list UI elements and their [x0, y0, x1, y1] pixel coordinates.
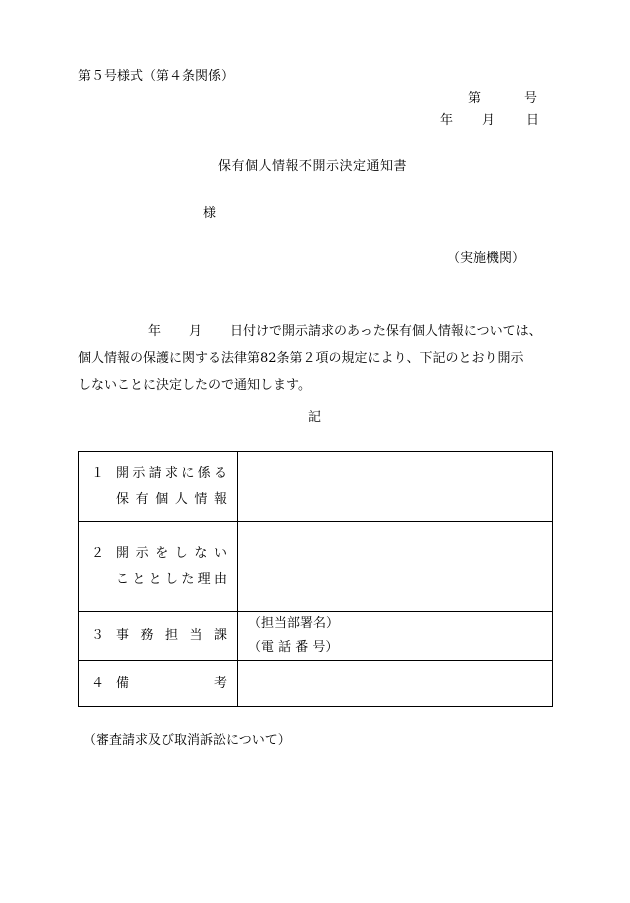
form-number: 第５号様式（第４条関係） — [78, 69, 235, 84]
document-title: 保有個人情報不開示決定通知書 — [218, 159, 408, 174]
value-contact — [238, 612, 553, 661]
table-row-reason — [79, 522, 553, 612]
row1-number: １ — [91, 465, 105, 481]
document-number — [468, 91, 538, 106]
doc-number-label-dai: 第 — [468, 91, 482, 106]
label-contact — [79, 612, 238, 661]
footer-note: （審査請求及び取消訴訟について） — [83, 733, 291, 748]
body-line1-text: 日付けで開示請求のあった保有個人情報については、 — [230, 324, 542, 339]
row1-label-line2: 保 有 個 人 情 報 — [116, 491, 227, 507]
row2-label-line2: こ と と し た 理 由 — [116, 571, 227, 587]
row2-number: ２ — [91, 545, 105, 561]
notice-body-line-3: しないことに決定したので通知します。 — [78, 378, 311, 393]
label-reason — [79, 522, 238, 612]
doc-number-label-go: 号 — [524, 91, 538, 106]
addressee: 様 — [203, 206, 217, 221]
table-row-target-info — [79, 452, 553, 522]
row4-number: ４ — [91, 675, 105, 691]
table-row-contact — [79, 612, 553, 661]
row4-label-b: 考 — [213, 675, 227, 691]
row2-label-line1: 開 示 を し な い — [116, 545, 227, 561]
label-remarks — [79, 661, 238, 707]
row1-label-line1: 開 示 請 求 に 係 る — [116, 465, 227, 481]
notice-body-line-1 — [78, 318, 558, 345]
notice-body — [78, 318, 558, 399]
value-remarks — [238, 661, 553, 707]
date-day-label: 日 — [526, 113, 540, 128]
date-year-label: 年 — [440, 113, 454, 128]
value-reason — [238, 522, 553, 612]
implementing-agency: （実施機関） — [447, 251, 526, 266]
notice-body-line-2: 個人情報の保護に関する法律第82条第２項の規定により、下記のとおり開示 — [78, 351, 524, 366]
row3-label: 事 務 担 当 課 — [116, 628, 227, 643]
row3-number: ３ — [91, 628, 105, 643]
table-row-remarks — [79, 661, 553, 707]
value-target-info — [238, 452, 553, 522]
notice-table — [78, 451, 553, 707]
ki-heading: 記 — [308, 410, 322, 425]
body-year-label: 年 — [148, 324, 162, 339]
date-month-label: 月 — [482, 113, 496, 128]
row4-label-a: 備 — [116, 675, 130, 691]
body-month-label: 月 — [189, 324, 203, 339]
contact-phone: （電 話 番 号） — [248, 640, 339, 655]
contact-department: （担当部署名） — [248, 616, 340, 631]
label-target-info — [79, 452, 238, 522]
